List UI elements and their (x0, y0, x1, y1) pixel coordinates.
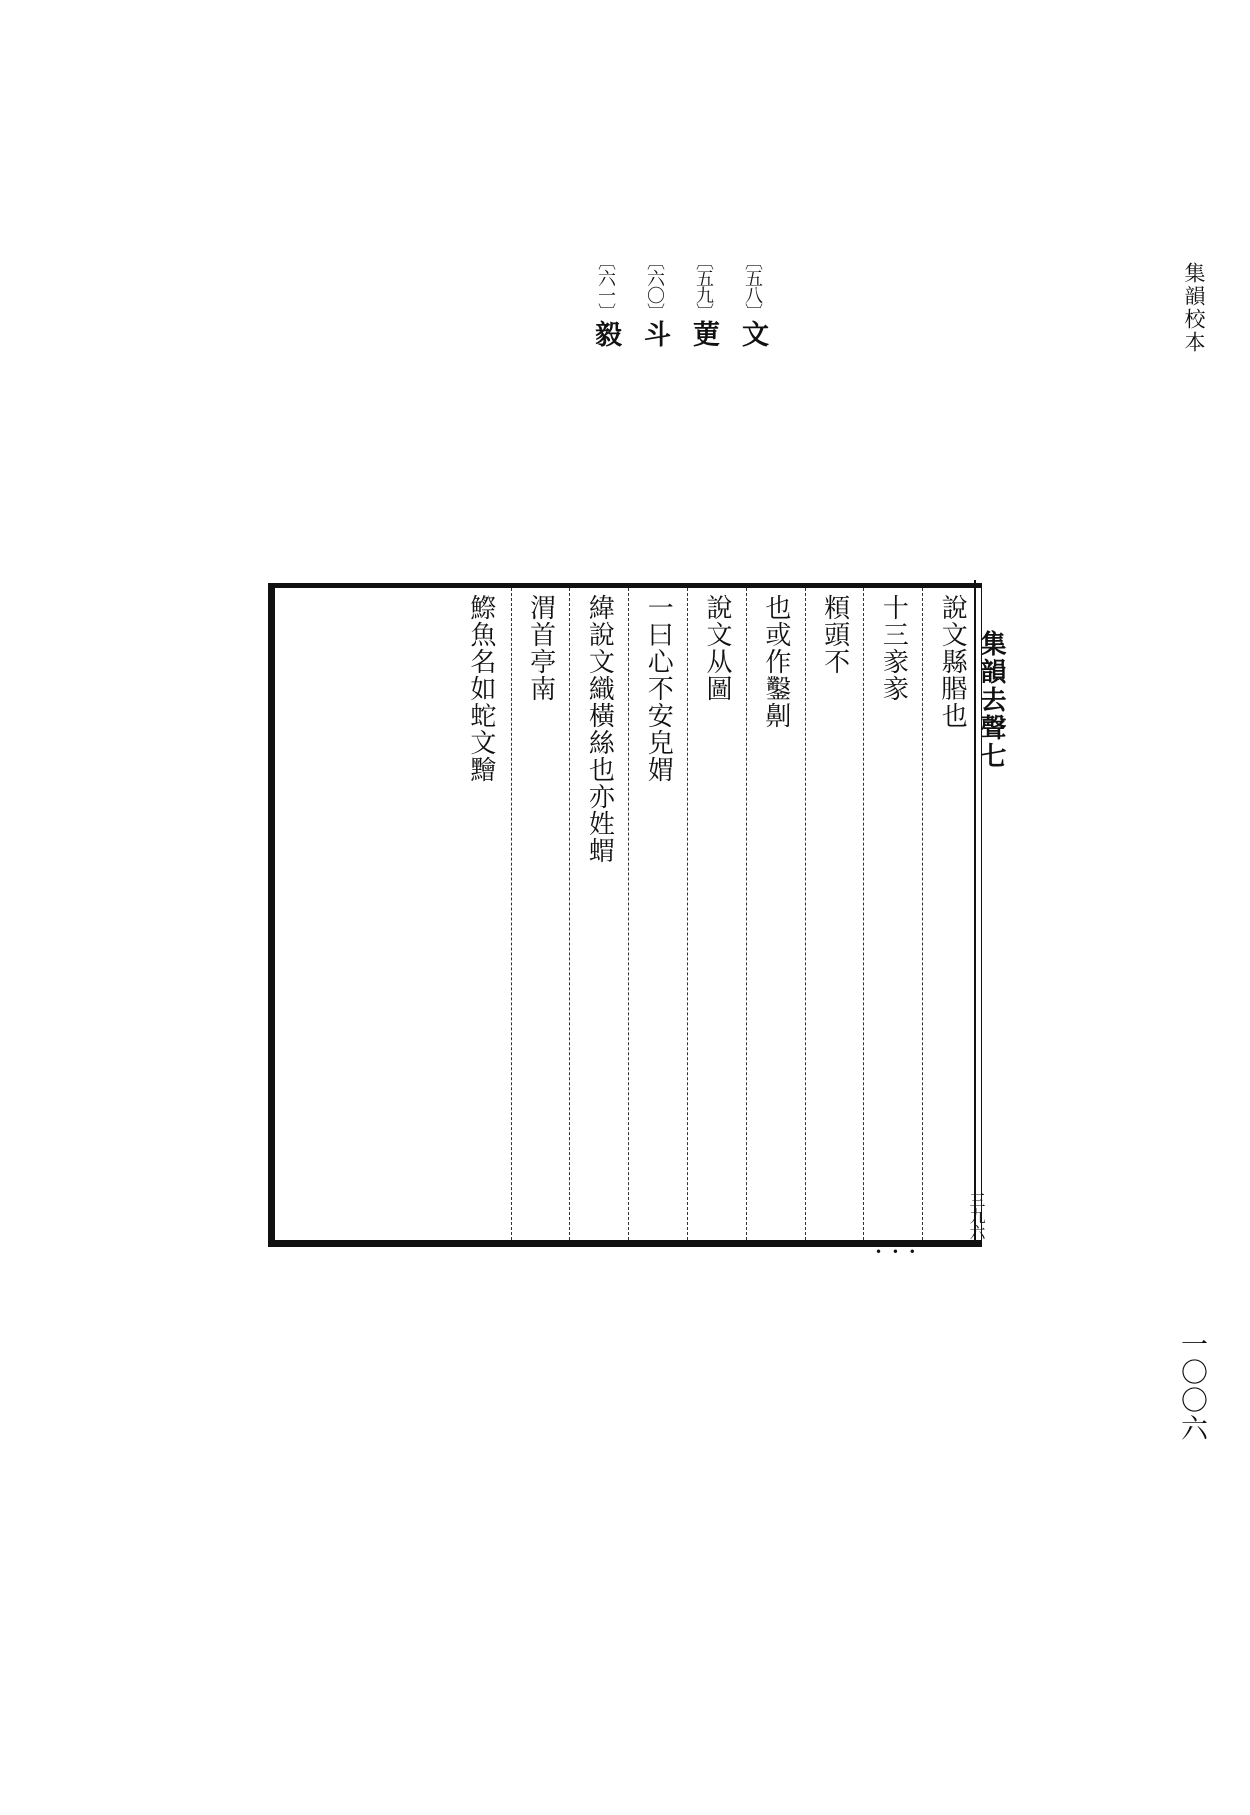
note-mark: 〔六〇〕 (644, 252, 665, 320)
note-text: 毅 (590, 320, 621, 347)
column-text: 十三豙豙 (878, 594, 909, 702)
column-text: 說文縣𦝮也 (937, 594, 968, 729)
column-text: 一曰心不安皃媦 (643, 594, 674, 783)
column-text: 緯說文織橫絲也亦姓蝟 (584, 594, 615, 864)
text-column (511, 588, 570, 1240)
column-text: 頪頭不 (819, 594, 850, 675)
note-mark: 〔六一〕 (595, 252, 616, 320)
text-column (687, 588, 746, 1240)
text-column (863, 588, 922, 1240)
block-fold-number: 三九六 (967, 1192, 986, 1240)
edge-dots: • • • (875, 1245, 919, 1259)
woodblock-frame (268, 583, 986, 1247)
text-column (746, 588, 805, 1240)
column-text: 渭首亭南 (525, 594, 556, 702)
note-item (739, 252, 766, 412)
text-column (922, 588, 981, 1240)
text-column (805, 588, 864, 1240)
text-column (452, 588, 511, 1240)
note-text: 莄 (688, 320, 719, 347)
collation-notes (592, 252, 766, 412)
note-text: 斗 (639, 320, 670, 347)
note-item (592, 252, 619, 412)
note-mark: 〔五八〕 (742, 252, 763, 320)
note-text: 文 (737, 320, 768, 347)
text-columns (275, 588, 981, 1240)
page-number: 一〇〇六 (1176, 1330, 1207, 1442)
column-text: 說文从圖 (702, 594, 733, 702)
running-head: 集韻校本 (1182, 262, 1206, 354)
note-mark: 〔五九〕 (693, 252, 714, 320)
block-center-title: 集韻去聲七 (976, 630, 1006, 770)
text-column (628, 588, 687, 1240)
text-column (569, 588, 628, 1240)
column-text: 鰶魚名如蛇文䵳 (465, 594, 496, 783)
note-item (641, 252, 668, 412)
column-text: 也或作鑿劓 (760, 594, 791, 729)
note-item (690, 252, 717, 412)
